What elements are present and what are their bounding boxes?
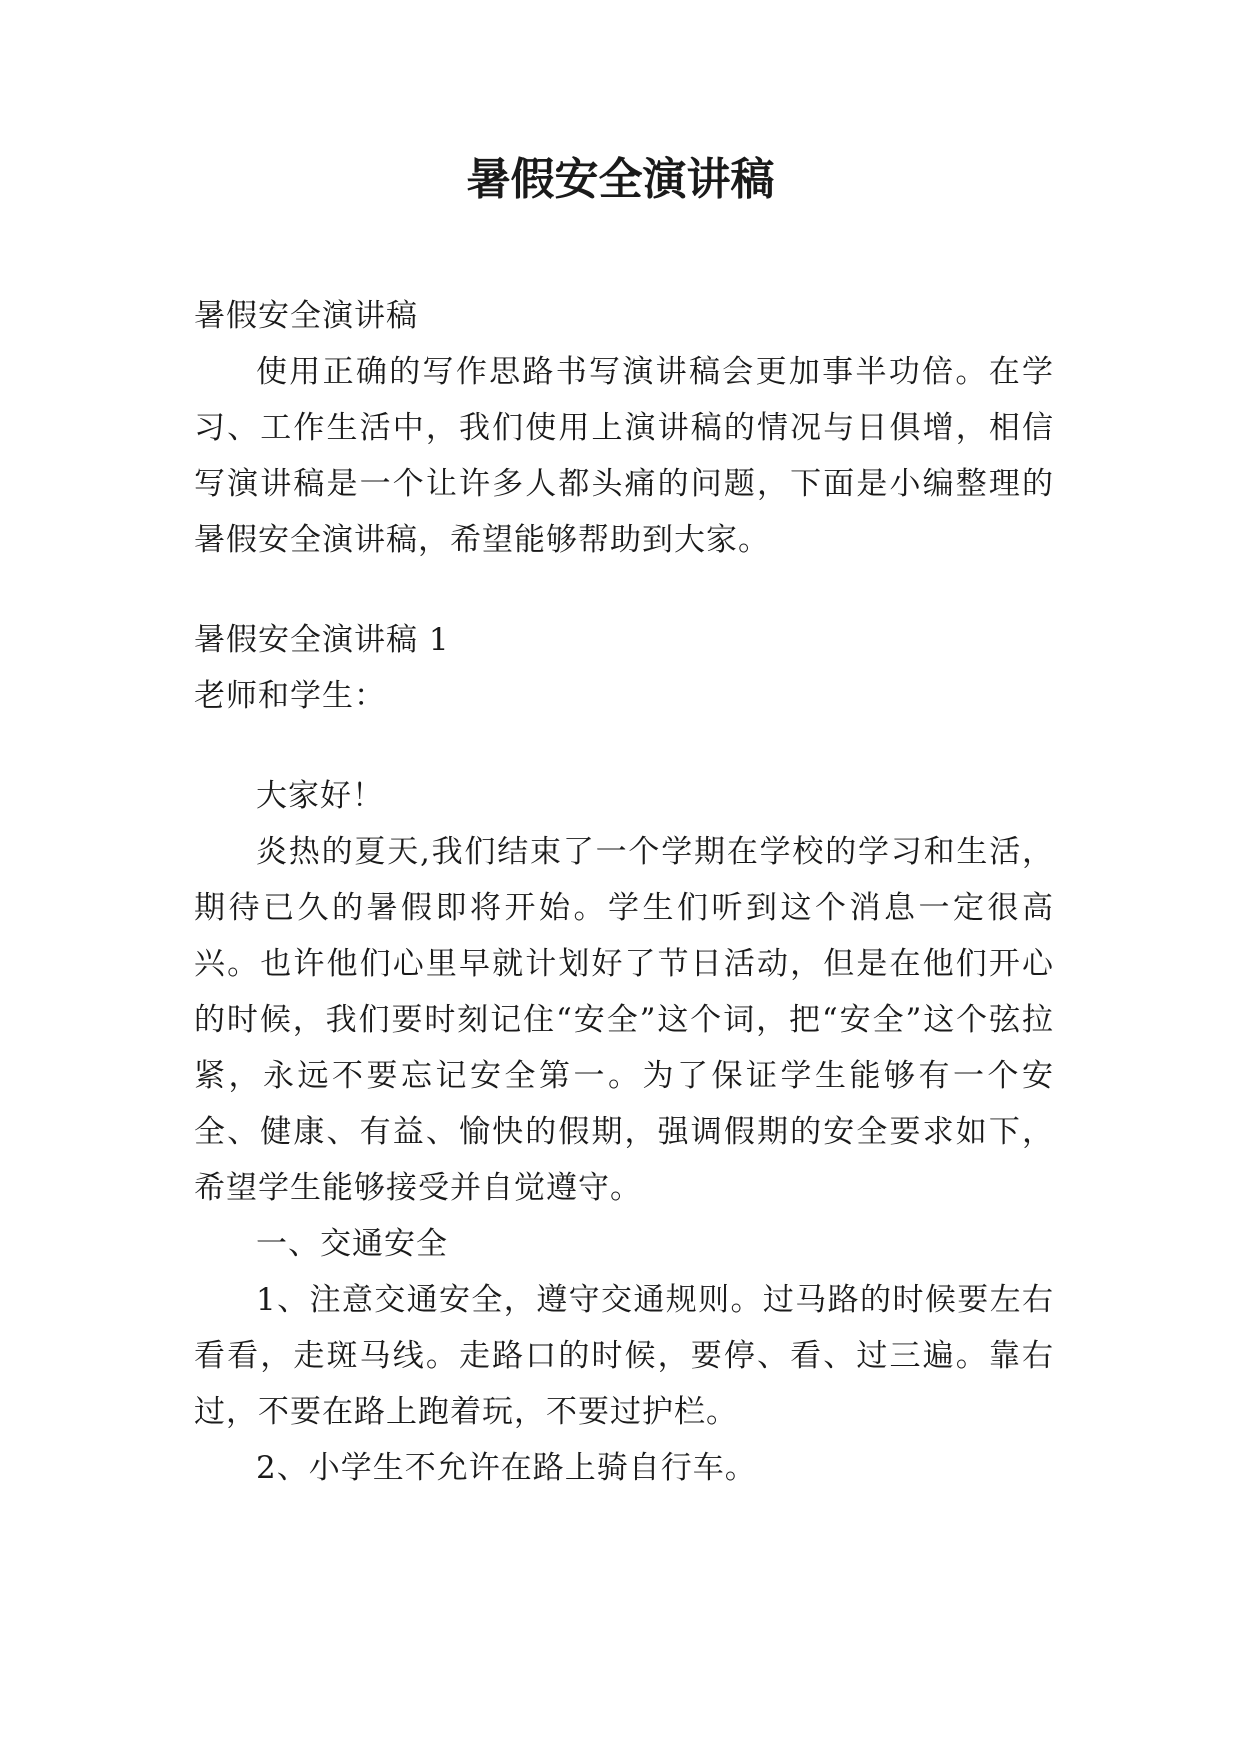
greeting: 大家好！ bbox=[256, 778, 384, 814]
section-heading: 暑假安全演讲稿 1 bbox=[194, 622, 450, 658]
list-item: 2、小学生不允许在路上骑自行车。 bbox=[256, 1450, 757, 1486]
document-title: 暑假安全演讲稿 bbox=[466, 154, 775, 205]
document-subtitle: 暑假安全演讲稿 bbox=[194, 298, 418, 334]
intro-paragraph: 使用正确的写作思路书写演讲稿会更加事半功倍。在学习、工作生活中，我们使用上演讲稿的情况与日俱增，相信写演讲稿是一个让许多人都头痛的问题，下面是小编整理的暑假安全演讲稿，希望能够帮助到大家。 bbox=[194, 354, 1054, 558]
document-body bbox=[194, 288, 1054, 1496]
salutation: 老师和学生： bbox=[194, 678, 386, 714]
list-item: 1、注意交通安全，遵守交通规则。过马路的时候要左右看看，走斑马线。走路口的时候，要停、看、过三遍。靠右过，不要在路上跑着玩，不要过护栏。 bbox=[194, 1282, 1054, 1430]
body-paragraph: 炎热的夏天,我们结束了一个学期在学校的学习和生活，期待已久的暑假即将开始。学生们听到这个消息一定很高兴。也许他们心里早就计划好了节日活动，但是在他们开心的时候，我们要时刻记住“安全”这个词，把“安全”这个弦拉紧，永远不要忘记安全第一。为了保证学生能够有一个安全、健康、有益、愉快的假期，强调假期的安全要求如下，希望学生能够接受并自觉遵守。 bbox=[194, 834, 1054, 1206]
subheading-traffic-safety: 一、交通安全 bbox=[256, 1226, 448, 1262]
